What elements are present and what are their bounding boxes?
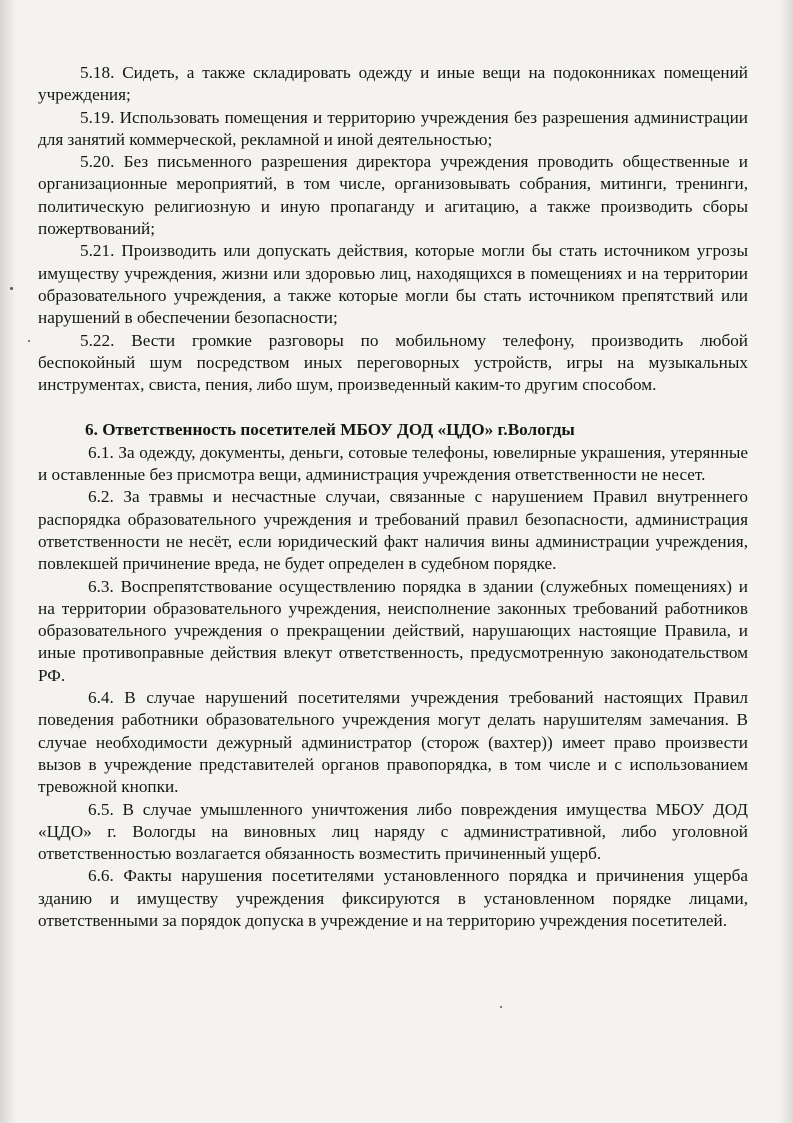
clause-text: Вести громкие разговоры по мобильному телефону, производить любой беспокойный шум посредством иных переговорных устройств, игры на музыкальных инструментах, свиста, пения, либо шум, произведенный каким-то другим способом.: [38, 330, 748, 395]
clause-text: За одежду, документы, деньги, сотовые телефоны, ювелирные украшения, утерянные и оставленные без присмотра вещи, администрация учреждения ответственности не несет.: [38, 442, 748, 485]
clause-5-21: [38, 240, 748, 329]
clause-6-5: [38, 799, 748, 866]
clause-number: 6.4.: [88, 688, 114, 708]
clause-number: 6.2.: [88, 487, 114, 507]
clause-text: Воспрепятствование осуществлению порядка в здании (служебных помещениях) и на территории образовательного учреждения, неисполнение законных требований работников образовательного учреждения о прекращении действий, нарушающих настоящие Правила, и иные противоправные действия влекут ответственность, предусмотренную законодательством РФ.: [38, 576, 748, 685]
clause-5-20: [38, 151, 748, 240]
clause-text: Факты нарушения посетителями установленного порядка и причинения ущерба зданию и имуществу учреждения фиксируются в установленном порядке лицами, ответственными за порядок допуска в учреждение и на территорию учреждения посетителей.: [38, 866, 749, 930]
scan-speck: [500, 1006, 502, 1008]
scan-shadow-left: [0, 0, 16, 1123]
clause-text: Использовать помещения и территорию учреждения без разрешения администрации для занятий коммерческой, рекламной и иной деятельностью;: [38, 107, 748, 149]
clause-number: 6.3.: [88, 576, 114, 596]
clause-text: В случае умышленного уничтожения либо повреждения имущества МБОУ ДОД «ЦДО» г. Вологды на виновных лиц наряду с административной, либо уголовной ответственностью возлагается обязанность возместить причиненный ущерб.: [38, 799, 748, 864]
clause-5-19: [38, 107, 748, 152]
clause-number: 6.5.: [88, 799, 114, 819]
clause-number: 5.21.: [80, 241, 115, 261]
clause-text: Без письменного разрешения директора учреждения проводить общественные и организационные мероприятий, в том числе, организовывать собрания, митинги, тренинги, политическую религиозную и иную пропаганду и агитацию, а также производить сборы пожертвований;: [38, 152, 749, 239]
document-page: [38, 62, 748, 932]
clause-5-22: [38, 330, 748, 397]
clause-number: 5.20.: [80, 152, 115, 172]
clause-number: 6.6.: [88, 866, 114, 886]
scan-speck: [28, 340, 30, 342]
scan-shadow-right: [779, 0, 793, 1123]
scan-speck: [10, 287, 13, 290]
clause-number: 5.19.: [80, 107, 115, 127]
clause-number: 5.18.: [80, 63, 115, 82]
clause-6-4: [38, 687, 748, 798]
section-6-heading: 6. Ответственность посетителей МБОУ ДОД «ЦДО» г.Вологды: [85, 420, 575, 440]
clause-6-2: [38, 486, 748, 575]
clause-5-18: [38, 62, 748, 107]
clause-number: 5.22.: [80, 330, 115, 350]
clause-6-6: [38, 865, 748, 932]
clause-6-1: [38, 442, 748, 487]
clause-text: В случае нарушений посетителями учреждения требований настоящих Правил поведения работники образовательного учреждения могут делать нарушителям замечания. В случае необходимости дежурный администратор (сторож (вахтер)) имеет право произвести вызов в учреждение представителей органов правопорядка, в том числе и с использованием тревожной кнопки.: [38, 688, 748, 797]
clause-number: 6.1.: [88, 442, 114, 462]
clause-text: За травмы и несчастные случаи, связанные с нарушением Правил внутреннего распорядка образовательного учреждения и требований правил безопасности, администрация ответственности не несёт, если юридический факт наличия вины администрации учреждения, повлекшей причинение вреда, не будет определен в судебном порядке.: [38, 487, 749, 574]
clause-text: Сидеть, а также складировать одежду и иные вещи на подоконниках помещений учреждения;: [38, 63, 749, 105]
clause-6-3: [38, 576, 748, 687]
clause-text: Производить или допускать действия, которые могли бы стать источником угрозы имуществу учреждения, жизни или здоровью лиц, находящихся в помещениях и на территории образовательного учреждения, а также которые могли бы стать источником препятствий или нарушений в обеспечении безопасности;: [38, 241, 749, 328]
